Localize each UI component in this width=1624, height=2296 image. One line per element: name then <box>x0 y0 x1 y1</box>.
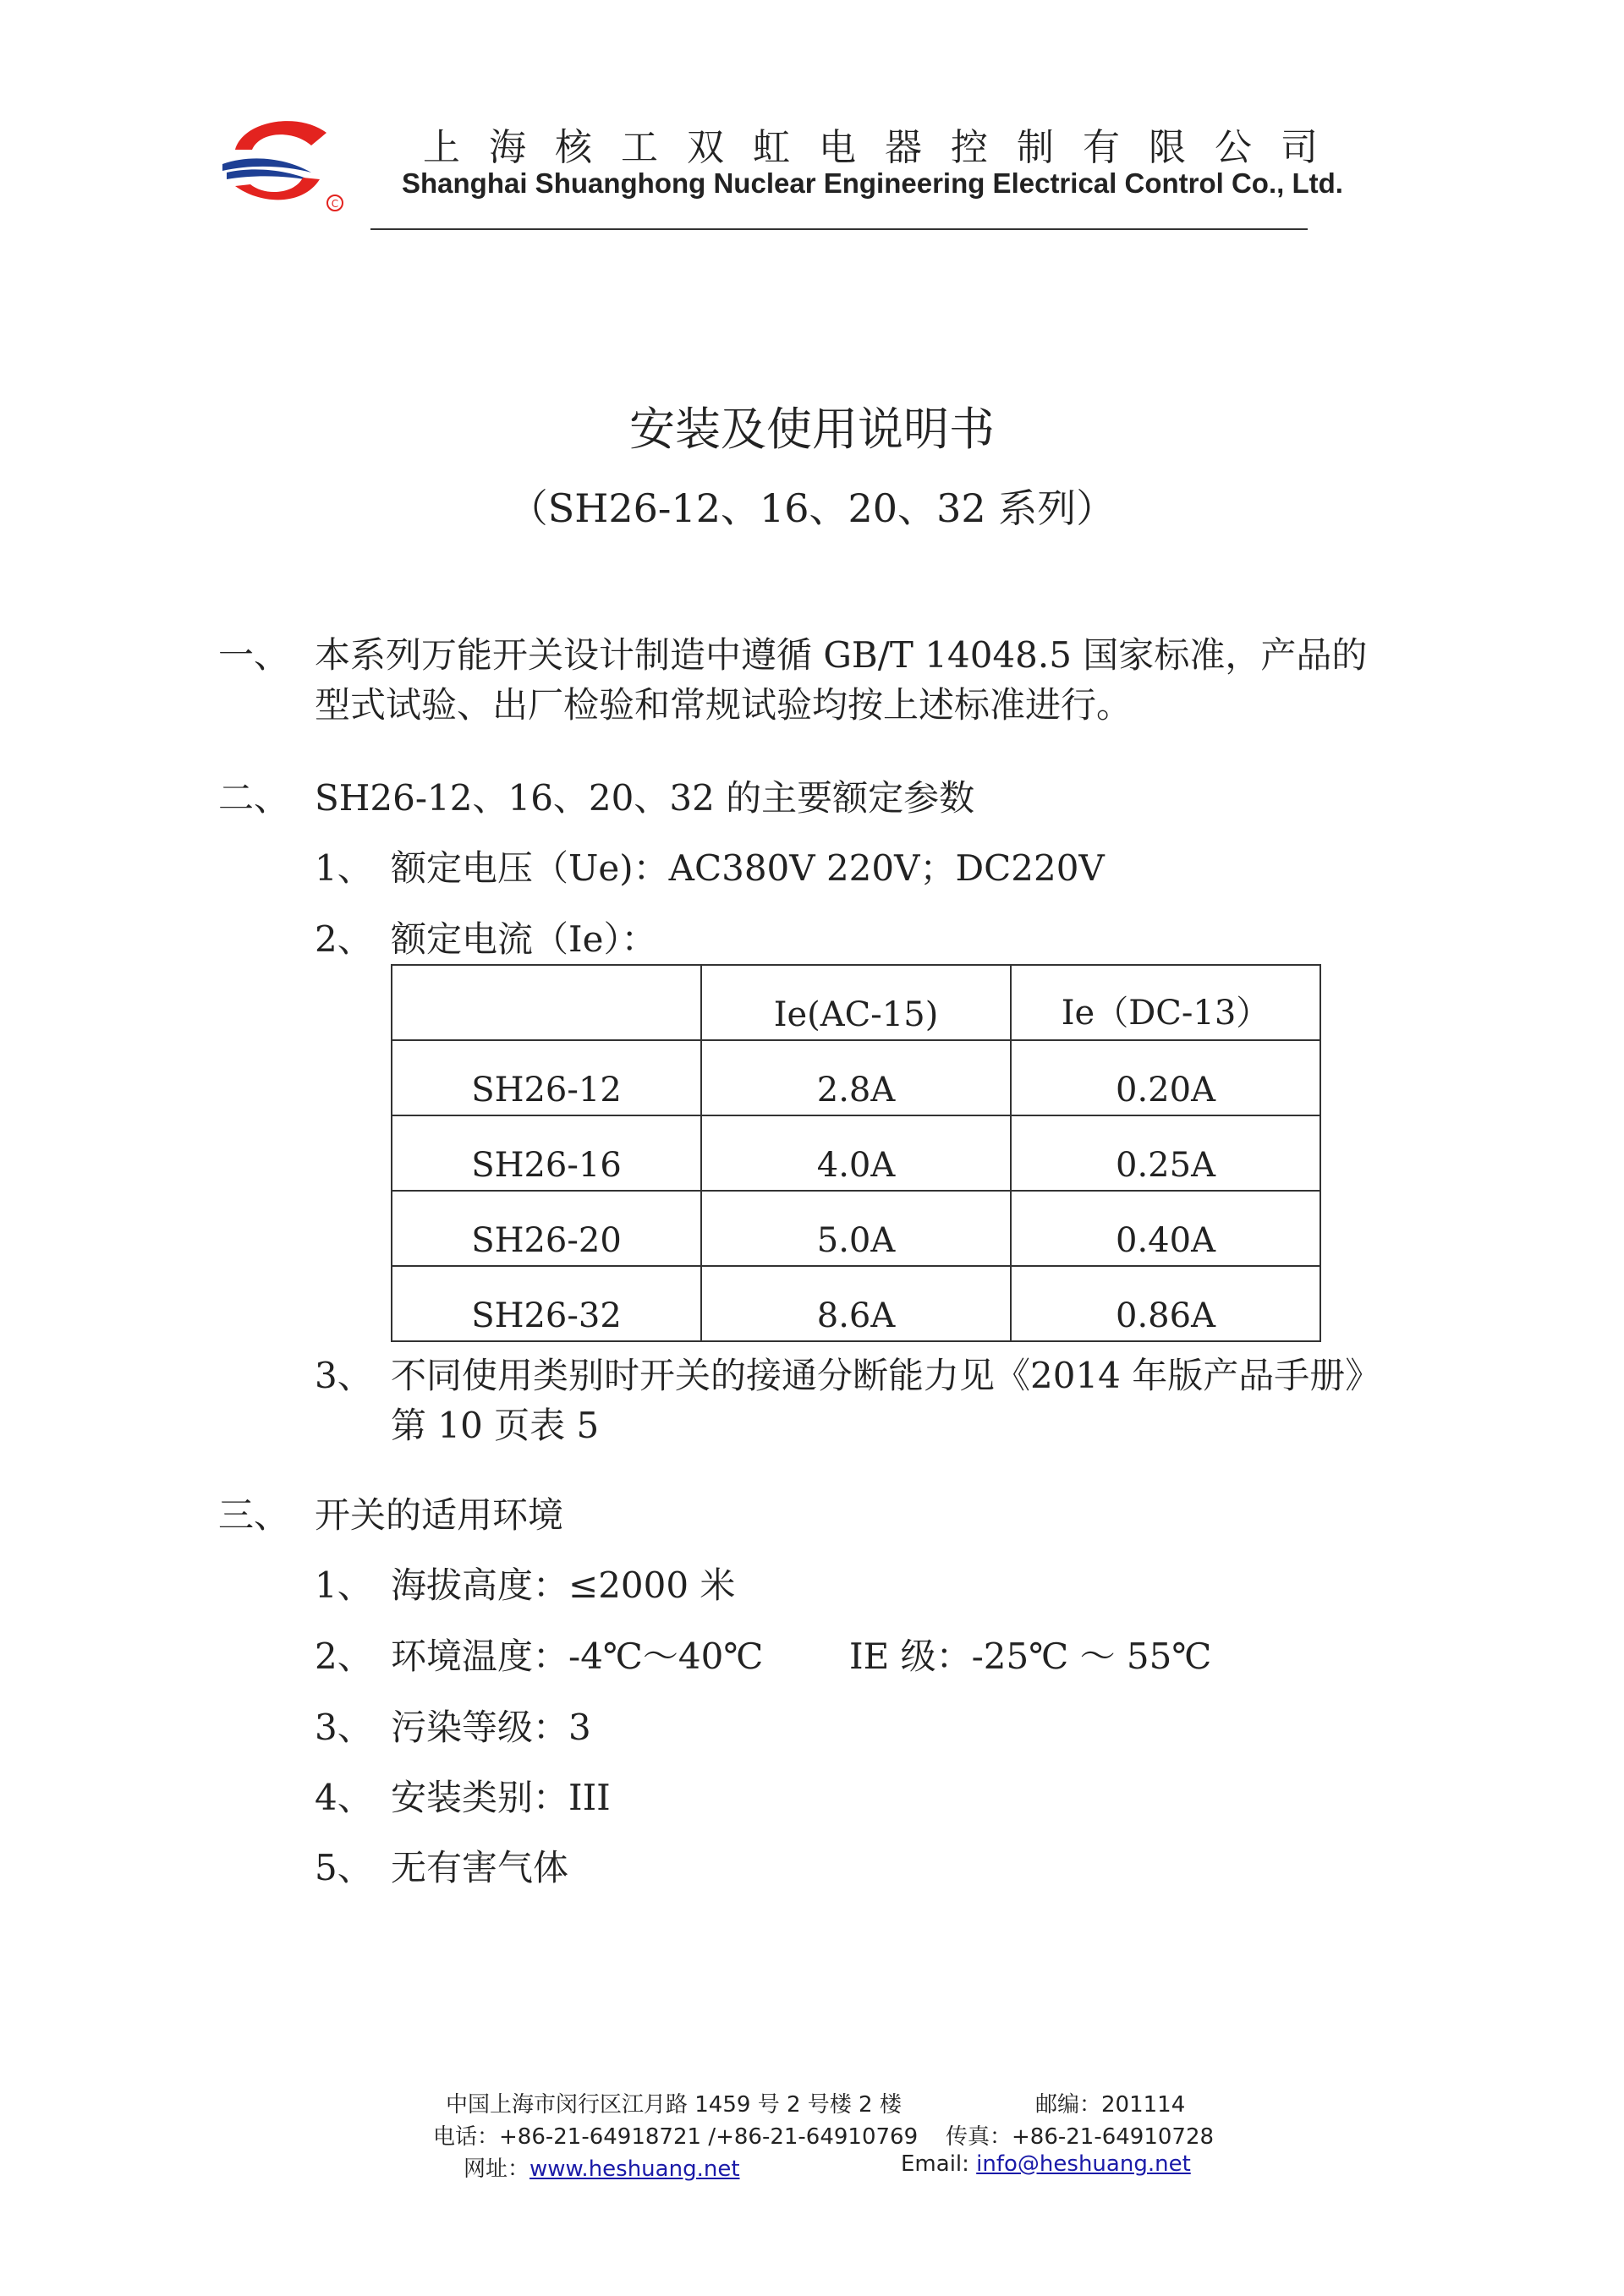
table-cell-dc13: 0.20A <box>1011 1040 1320 1115</box>
table-cell-ac15: 8.6A <box>701 1266 1011 1341</box>
logo-trademark-mark: C <box>331 198 339 210</box>
item-2-1-number: 1、 <box>315 847 373 889</box>
table-cell-ac15: 5.0A <box>701 1191 1011 1266</box>
table-header-row <box>392 965 1320 1040</box>
item-3-5-number: 5、 <box>315 1847 373 1888</box>
item-3-2-number: 2、 <box>315 1636 373 1677</box>
table-cell-dc13: 0.86A <box>1011 1266 1320 1341</box>
ie-grade-temperature: IE 级：-25℃ ～ 55℃ <box>849 1636 1212 1677</box>
table-row <box>392 1266 1320 1341</box>
table-header-cell <box>392 965 701 1040</box>
table-row <box>392 1191 1320 1266</box>
table-row <box>392 1115 1320 1191</box>
email-label: Email: <box>901 2151 977 2177</box>
no-harmful-gas: 无有害气体 <box>391 1847 569 1888</box>
footer-address: 中国上海市闵行区江月路 1459 号 2 号楼 2 楼 <box>446 2092 902 2118</box>
footer-postcode: 邮编：201114 <box>1035 2092 1186 2118</box>
section-3-number: 三、 <box>218 1494 290 1536</box>
altitude: 海拔高度：≤2000 米 <box>391 1564 736 1606</box>
section-2-number: 二、 <box>218 777 290 819</box>
table-cell-dc13: 0.40A <box>1011 1191 1320 1266</box>
item-2-3-number: 3、 <box>315 1355 373 1396</box>
table-cell-model: SH26-16 <box>392 1115 701 1191</box>
section-1-line-1: 本系列万能开关设计制造中遵循 GB/T 14048.5 国家标准，产品的 <box>315 634 1368 676</box>
table-cell-model: SH26-32 <box>392 1266 701 1341</box>
section-1-line-2: 型式试验、出厂检验和常规试验均按上述标准进行。 <box>315 684 1133 726</box>
pollution-degree: 污染等级：3 <box>391 1707 591 1748</box>
item-3-3-number: 3、 <box>315 1707 373 1748</box>
installation-category: 安装类别：III <box>391 1777 611 1818</box>
company-name-en: Shanghai Shuanghong Nuclear Engineering Electrical Control Co., Ltd. <box>402 167 1343 199</box>
section-1-number: 一、 <box>218 634 290 676</box>
email-link[interactable]: info@heshuang.net <box>976 2151 1191 2177</box>
rated-current-table <box>391 964 1321 1342</box>
breaking-capacity-line-2: 第 10 页表 5 <box>391 1405 600 1446</box>
header-divider <box>370 228 1308 230</box>
footer-fax: 传真：+86-21-64910728 <box>946 2124 1215 2150</box>
website-link[interactable]: www.heshuang.net <box>529 2156 740 2182</box>
section-3-heading: 开关的适用环境 <box>315 1494 564 1536</box>
document-title: 安装及使用说明书 <box>629 403 995 456</box>
rated-voltage: 额定电压（Ue)：AC380V 220V；DC220V <box>391 847 1105 889</box>
item-3-1-number: 1、 <box>315 1564 373 1606</box>
item-2-2-number: 2、 <box>315 918 373 960</box>
document-subtitle: （SH26-12、16、20、32 系列） <box>508 485 1116 531</box>
breaking-capacity-line-1: 不同使用类别时开关的接通分断能力见《2014 年版产品手册》 <box>391 1355 1381 1396</box>
section-2-heading: SH26-12、16、20、32 的主要额定参数 <box>315 777 975 819</box>
table-header-cell: Ie(AC-15) <box>701 965 1011 1040</box>
footer-website <box>464 2151 740 2183</box>
table-cell-model: SH26-12 <box>392 1040 701 1115</box>
website-label: 网址： <box>464 2156 530 2182</box>
table-header-cell: Ie（DC-13） <box>1011 965 1320 1040</box>
table-cell-model: SH26-20 <box>392 1191 701 1266</box>
company-logo <box>218 112 345 213</box>
ambient-temperature: 环境温度：-4℃～40℃ <box>391 1636 764 1677</box>
company-name-cn: 上海核工双虹电器控制有限公司 <box>423 126 1347 169</box>
table-cell-ac15: 4.0A <box>701 1115 1011 1191</box>
table-cell-dc13: 0.25A <box>1011 1115 1320 1191</box>
rated-current-label: 额定电流（Ie）： <box>391 918 657 960</box>
item-3-4-number: 4、 <box>315 1777 373 1818</box>
table-row <box>392 1040 1320 1115</box>
footer-email <box>901 2151 1191 2177</box>
footer-phone: 电话：+86-21-64918721 /+86-21-64910769 <box>433 2124 919 2150</box>
table-cell-ac15: 2.8A <box>701 1040 1011 1115</box>
